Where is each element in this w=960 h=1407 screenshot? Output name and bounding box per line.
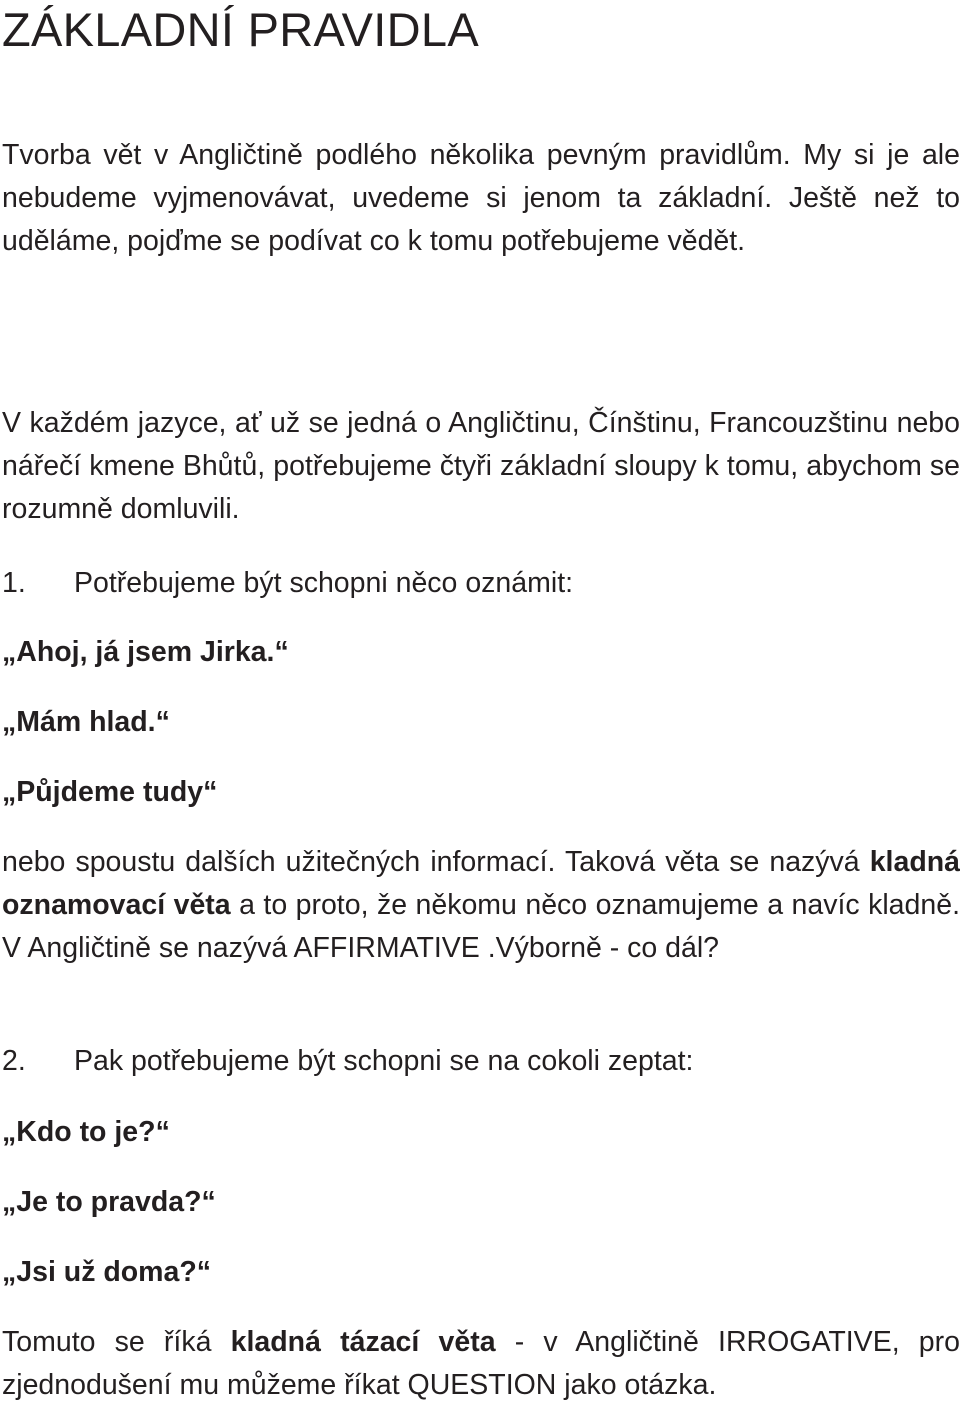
term-bold: kladná tázací věta (230, 1326, 496, 1358)
example-quote: „Je to pravda?“ (2, 1186, 216, 1218)
list-item-text: Pak potřebujeme být schopni se na cokoli zeptat: (74, 1045, 694, 1077)
example-quote: „Kdo to je?“ (2, 1116, 170, 1148)
paragraph-text: Tomuto se říká (2, 1326, 231, 1358)
example-quote: „Půjdeme tudy“ (2, 776, 218, 808)
list-number: 1. (2, 567, 26, 599)
list-item-text: Potřebujeme být schopni něco oznámit: (74, 567, 574, 599)
term-bold: kladná oznamovací věta (2, 846, 960, 921)
intro-paragraph: Tvorba vět v Angličtině podlého několika pevným pravidlům. My si je ale nebudeme vyjmenovávat, uvedeme si jenom ta základní. Ještě než to uděláme, pojďme se podívat co k tomu potřebujeme vědět. (2, 139, 960, 257)
list-item-2 (2, 1041, 693, 1081)
pillars-paragraph: V každém jazyce, ať už se jedná o Angličtinu, Čínštinu, Francouzštinu nebo nářečí kmene Bhůtů, potřebujeme čtyři základní sloupy k tomu, abychom se rozumně domluvili. (2, 407, 960, 525)
list-item-1 (2, 563, 573, 603)
question-paragraph (2, 1321, 960, 1407)
list-number: 2. (2, 1045, 26, 1077)
paragraph-text: - v Angličtině IRROGATIVE, pro zjednodušení mu můžeme říkat QUESTION jako otázka. (2, 1326, 960, 1401)
paragraph-text: nebo spoustu dalších užitečných informací. Taková věta se nazývá (2, 846, 870, 878)
example-quote: „Mám hlad.“ (2, 706, 170, 738)
example-quote: „Ahoj, já jsem Jirka.“ (2, 636, 289, 668)
paragraph-text: a to proto, že někomu něco oznamujeme a navíc kladně. V Angličtině se nazývá AFFIRMATIVE .Výborně - co dál? (2, 889, 960, 964)
page-title: ZÁKLADNÍ PRAVIDLA (2, 3, 479, 56)
affirmative-paragraph (2, 841, 960, 970)
example-quote: „Jsi už doma?“ (2, 1256, 212, 1288)
